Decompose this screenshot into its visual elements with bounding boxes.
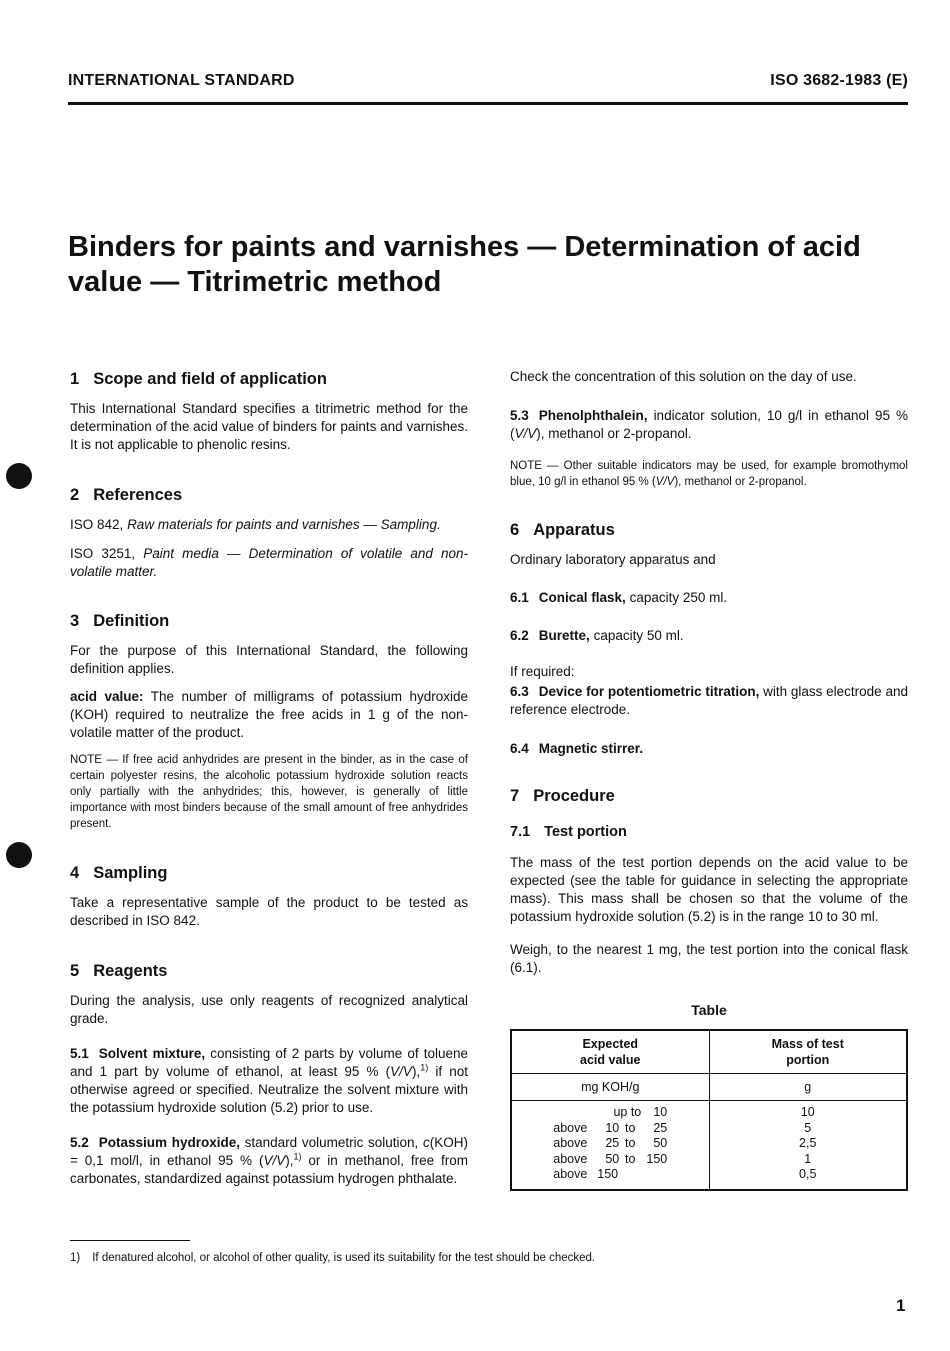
reference-iso-3251: ISO 3251, Paint media — Determination of volatile and non-volatile matter. <box>70 546 468 579</box>
punch-hole-mark <box>6 842 32 868</box>
definition-note: NOTE — If free acid anhydrides are present in the binder, as in the case of certain polyester resins, the alcoholic potassium hydroxide solution reacts only partially with the anhydrides; this, however, is generally of little importance with most binders because of the small amount of free anhydrides present. <box>70 754 468 830</box>
clause-5-1: 5.1 Solvent mixture, consisting of 2 parts by volume of toluene and 1 part by volume of ethanol, at least 95 % (V/V),$^{1)}$ if not otherwise agreed or specified. Neutralize the solvent mixture with the potassium hydroxide solution (5.2) prior to use. <box>70 1046 468 1115</box>
clause-6-4: 6.4 Magnetic stirrer. <box>510 741 644 756</box>
acid-value-ranges <box>511 1101 709 1190</box>
section-6-heading: 6 Apparatus <box>510 521 615 539</box>
table-body <box>511 1101 907 1190</box>
check-concentration: Check the concentration of this solution on the day of use. <box>510 369 857 384</box>
mass-cell: 10 <box>800 1105 815 1119</box>
left-column <box>70 368 468 1188</box>
indicator-note: NOTE — Other suitable indicators may be used, for example bromothymol blue, 10 g/l in ethanol 95 % (V/V), methanol or 2-propanol. <box>510 460 908 488</box>
table-header-row <box>511 1030 907 1074</box>
footnote-mark: 1) <box>70 1252 81 1264</box>
clause-6-3: 6.3 Device for potentiometric titration, with glass electrode and reference electrode. <box>510 684 908 717</box>
section-5-heading: 5 Reagents <box>70 962 168 980</box>
section-3-heading: 3 Definition <box>70 612 170 630</box>
clause-5-2: 5.2 Potassium hydroxide, standard volumetric solution, c(KOH) = 0,1 mol/l, in ethanol 95 % (V/V),$^{1)}$ or in methanol, free from carbonates, standardized against potassium hydrogen phthalate. <box>70 1135 468 1186</box>
running-header <box>68 72 908 90</box>
table-row: above 50 to 150 <box>553 1151 668 1166</box>
header-rule <box>68 102 908 105</box>
section-4-heading: 4 Sampling <box>70 864 168 882</box>
reference-iso-842: ISO 842, Raw materials for paints and varnishes — Sampling. <box>70 517 441 532</box>
mass-cell: 2,5 <box>799 1136 817 1151</box>
section-2-heading: 2 References <box>70 486 183 504</box>
section-1-heading: 1 Scope and field of application <box>70 370 327 388</box>
page-number: 1 <box>896 1296 906 1315</box>
if-required-label: If required: <box>510 664 575 679</box>
clause-6-2: 6.2 Burette, capacity 50 ml. <box>510 628 684 643</box>
test-portion-table <box>510 1029 908 1191</box>
table-unit-row <box>511 1074 907 1101</box>
mass-values <box>709 1101 907 1190</box>
apparatus-intro: Ordinary laboratory apparatus and <box>510 552 716 567</box>
weigh-paragraph: Weigh, to the nearest 1 mg, the test portion into the conical flask (6.1). <box>510 942 908 975</box>
header-right: ISO 3682-1983 (E) <box>770 72 908 89</box>
clause-7-1-heading: 7.1 Test portion <box>510 824 627 840</box>
table-row: above 10 to 25 <box>553 1120 668 1135</box>
document-title <box>68 230 908 300</box>
test-portion-paragraph: The mass of the test portion depends on the acid value to be expected (see the table for guidance in selecting the appropriate mass). This mass shall be chosen so that the volume of the potassium hydroxide solution (5.2) is in the range 10 to 30 ml. <box>510 855 908 924</box>
column-header-acid-value: Expected acid value <box>511 1030 709 1074</box>
unit-mass: g <box>709 1074 907 1101</box>
punch-hole-mark <box>6 463 32 489</box>
clause-6-1: 6.1 Conical flask, capacity 250 ml. <box>510 590 728 605</box>
footnote <box>70 1252 595 1264</box>
column-header-mass: Mass of test portion <box>709 1030 907 1074</box>
title-line-1: Binders for paints and varnishes — Determination of acid <box>68 231 861 263</box>
title-line-2: value — Titrimetric method <box>68 266 442 298</box>
table-row: above 25 to 50 <box>553 1136 668 1151</box>
reagents-intro: During the analysis, use only reagents of recognized analytical grade. <box>70 993 468 1026</box>
mass-cell: 1 <box>804 1151 812 1166</box>
section-7-heading: 7 Procedure <box>510 787 615 805</box>
acid-value-definition: acid value: The number of milligrams of potassium hydroxide (KOH) required to neutralize the free acids in 1 g of the non-volatile matter of the product. <box>70 689 469 740</box>
sampling-paragraph: Take a representative sample of the product to be tested as described in ISO 842. <box>70 895 468 928</box>
mass-cell: 0,5 <box>799 1167 817 1182</box>
header-left: INTERNATIONAL STANDARD <box>68 72 295 89</box>
footnote-text: If denatured alcohol, or alcohol of other quality, is used its suitability for the test should be checked. <box>92 1252 596 1264</box>
right-column <box>510 368 908 1191</box>
table-row: up to 10 <box>613 1105 668 1119</box>
mass-cell: 5 <box>804 1120 812 1135</box>
table-row: above 150 <box>553 1167 619 1182</box>
table-caption: Table <box>691 1002 727 1018</box>
unit-acid-value: mg KOH/g <box>511 1074 709 1101</box>
definition-intro: For the purpose of this International Standard, the following definition applies. <box>70 643 468 676</box>
clause-5-3: 5.3 Phenolphthalein, indicator solution, 10 g/l in ethanol 95 % (V/V), methanol or 2-propanol. <box>510 408 908 441</box>
scope-paragraph: This International Standard specifies a titrimetric method for the determination of the acid value of binders for paints and varnishes. It is not applicable to phenolic resins. <box>70 401 468 452</box>
footnote-rule <box>70 1240 190 1241</box>
